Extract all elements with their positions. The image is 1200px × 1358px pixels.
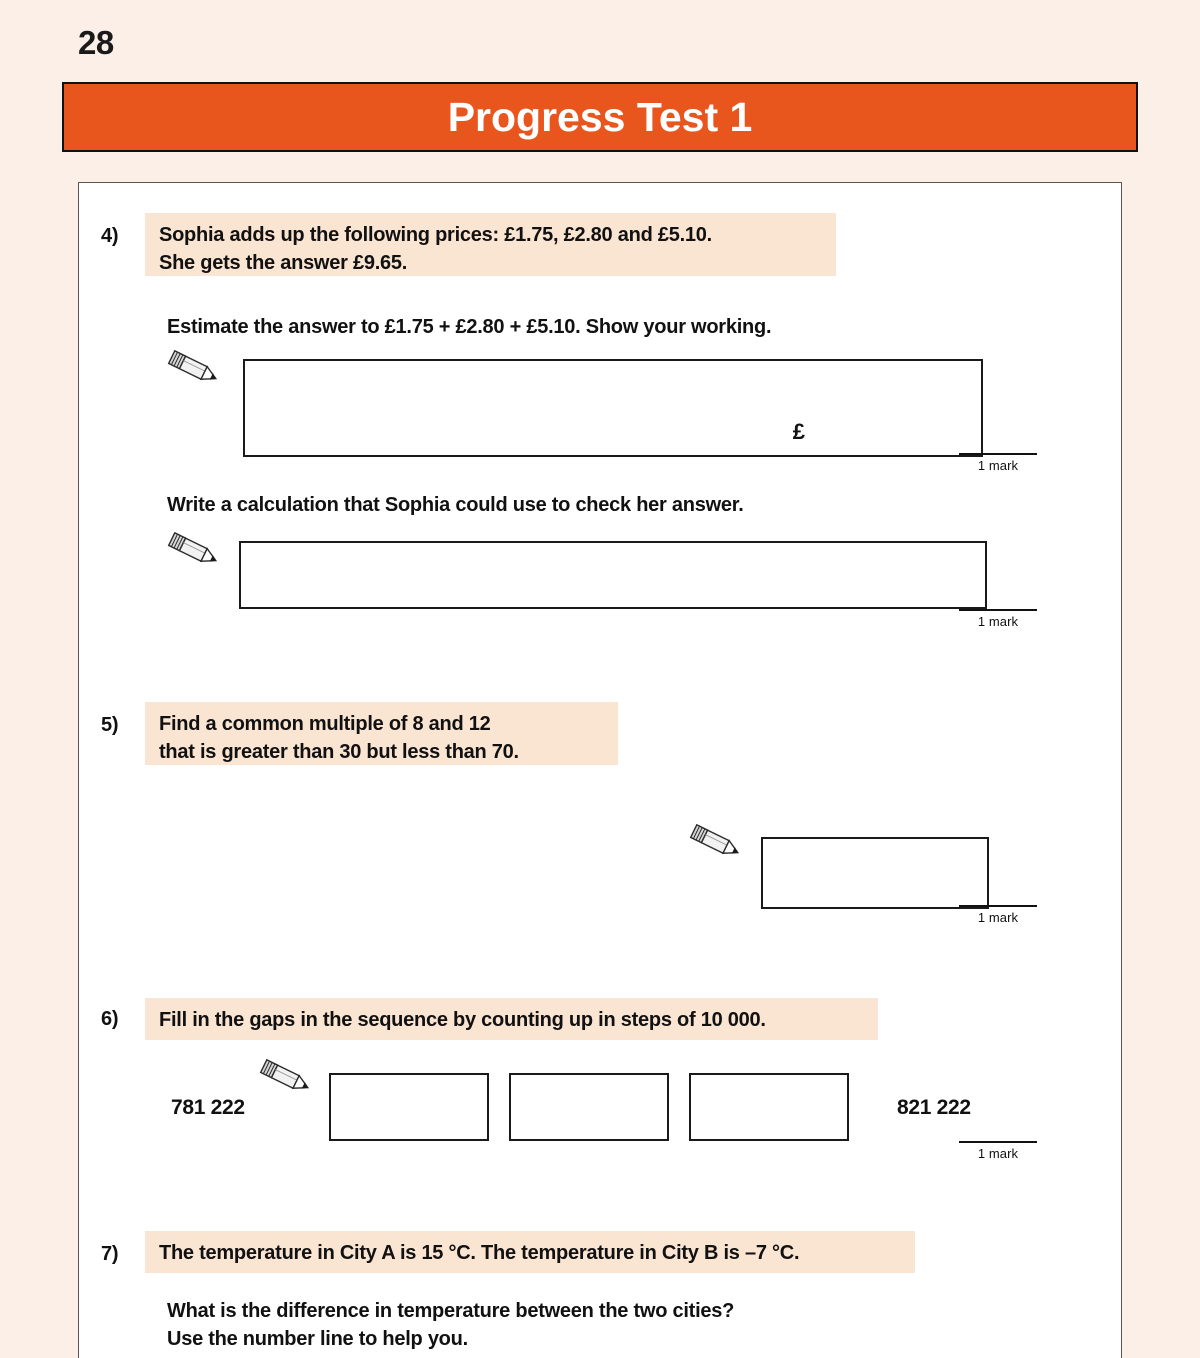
mark-rule — [959, 905, 1037, 907]
question-number-5: 5) — [101, 714, 119, 736]
question-5-prompt — [145, 702, 618, 765]
page-title: Progress Test 1 — [447, 93, 753, 140]
question-7-prompt — [145, 1231, 915, 1273]
mark-note-6 — [959, 1141, 1037, 1161]
mark-rule — [959, 1141, 1037, 1143]
question-7-prompt-line-1: The temperature in City A is 15 °C. The temperature in City B is –7 °C. — [159, 1242, 800, 1264]
mark-label: 1 mark — [977, 458, 1019, 473]
mark-note-4b — [959, 609, 1037, 629]
pencil-icon — [165, 349, 227, 389]
question-number-7: 7) — [101, 1243, 119, 1265]
question-5-answer-box[interactable] — [761, 837, 989, 909]
question-4a-answer-box[interactable] — [243, 359, 983, 457]
question-5-prompt-line-1: Find a common multiple of 8 and 12 — [159, 713, 491, 735]
mark-note-5 — [959, 905, 1037, 925]
pound-symbol-4a: £ — [792, 419, 805, 444]
mark-label: 1 mark — [977, 614, 1019, 629]
sequence-start-value: 781 222 — [171, 1096, 245, 1119]
mark-label: 1 mark — [977, 1146, 1019, 1161]
question-4-prompt-line-1: Sophia adds up the following prices: £1.75, £2.80 and £5.10. — [159, 224, 712, 246]
sequence-gap-box-1[interactable] — [329, 1073, 489, 1141]
question-number-4: 4) — [101, 225, 119, 247]
question-6-prompt — [145, 998, 878, 1040]
sequence-gap-box-2[interactable] — [509, 1073, 669, 1141]
question-4-prompt — [145, 213, 836, 276]
pencil-icon — [257, 1058, 319, 1098]
mark-rule — [959, 609, 1037, 611]
question-5-prompt-line-2: that is greater than 30 but less than 70. — [159, 740, 519, 763]
mark-label: 1 mark — [977, 910, 1019, 925]
mark-note-4a — [959, 453, 1037, 473]
question-4-prompt-line-2: She gets the answer £9.65. — [159, 251, 408, 274]
sequence-end-value: 821 222 — [897, 1096, 971, 1119]
pencil-icon — [165, 531, 227, 571]
mark-rule — [959, 453, 1037, 455]
question-number-6: 6) — [101, 1008, 119, 1030]
pencil-icon — [687, 823, 749, 863]
test-content-panel — [78, 182, 1122, 1358]
question-4b-answer-box[interactable] — [239, 541, 987, 609]
question-4b-instruction: Write a calculation that Sophia could use to check her answer. — [167, 494, 744, 516]
question-6-prompt-line-1: Fill in the gaps in the sequence by counting up in steps of 10 000. — [159, 1009, 766, 1031]
question-4a-instruction: Estimate the answer to £1.75 + £2.80 + £5.10. Show your working. — [167, 316, 772, 338]
question-7-follow-up-line-1: What is the difference in temperature between the two cities? — [167, 1300, 735, 1322]
page-number: 28 — [78, 24, 114, 61]
sequence-gap-box-3[interactable] — [689, 1073, 849, 1141]
question-7-follow-up-line-2: Use the number line to help you. — [167, 1328, 468, 1350]
page-banner — [62, 82, 1138, 152]
